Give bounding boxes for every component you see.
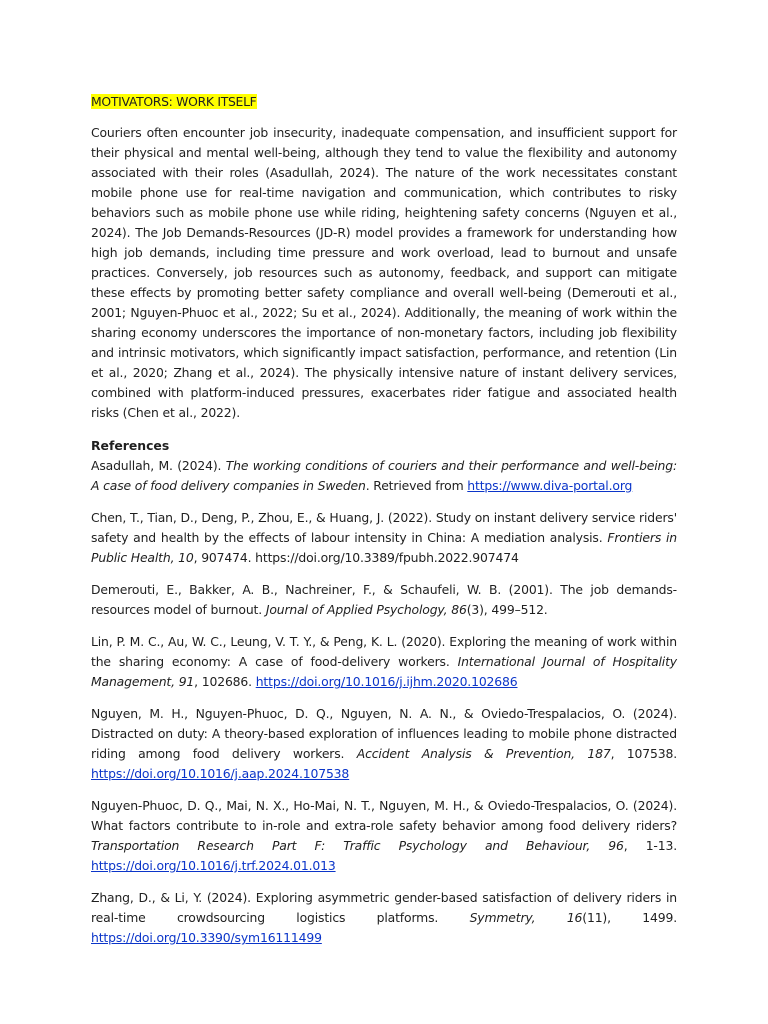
reference-journal: Transportation Research Part F: Traffic Psychology and Behaviour: [91, 838, 587, 853]
reference-volume: 16: [566, 910, 583, 925]
reference-volume: 10: [178, 550, 194, 565]
reference-item: [91, 632, 677, 692]
reference-volume: 187: [587, 746, 611, 761]
reference-text: Demerouti, E., Bakker, A. B., Nachreiner, F., & Schaufeli, W. B. (2001). The job demands-resources model of burnout.: [91, 582, 677, 617]
reference-link[interactable]: https://www.diva-portal.org: [467, 478, 633, 493]
reference-journal: Journal of Applied Psychology: [265, 602, 444, 617]
reference-separator: ,: [171, 674, 179, 689]
reference-separator: ,: [586, 838, 609, 853]
references-title: References: [91, 438, 170, 453]
reference-text: Chen, T., Tian, D., Deng, P., Zhou, E., & Huang, J. (2022). Study on instant delivery service riders' safety and health by the effects of labour intensity in China: A mediation analysis.: [91, 510, 677, 545]
reference-journal: International Journal of Hospitality Management: [91, 654, 677, 689]
reference-text: Zhang, D., & Li, Y. (2024). Exploring asymmetric gender-based satisfaction of delivery riders in real-time crowdsourcing logistics platforms.: [91, 890, 677, 925]
reference-journal: Symmetry: [469, 910, 532, 925]
body-paragraph: Couriers often encounter job insecurity, inadequate compensation, and insufficient support for their physical and mental well-being, although they tend to value the flexibility and autonomy associated with their roles (Asadullah, 2024). The nature of the work necessitates constant mobile phone use for real-time navigation and communication, which contributes to risky behaviors such as mobile phone use while riding, heightening safety concerns (Nguyen et al., 2024). The Job Demands-Resources (JD-R) model provides a framework for understanding how high job demands, including time pressure and work overload, lead to burnout and unsafe practices. Conversely, job resources such as autonomy, feedback, and support can mitigate these effects by promoting better safety compliance and overall well-being (Demerouti et al., 2001; Nguyen-Phuoc et al., 2022; Su et al., 2024). Additionally, the meaning of work within the sharing economy underscores the importance of non-monetary factors, including job flexibility and intrinsic motivators, which significantly impact satisfaction, performance, and retention (Lin et al., 2020; Zhang et al., 2024). The physically intensive nature of instant delivery services, combined with platform-induced pressures, exacerbates rider fatigue and associated health risks (Chen et al., 2022).: [91, 125, 677, 420]
reference-separator: ,: [443, 602, 452, 617]
reference-text: Nguyen, M. H., Nguyen-Phuoc, D. Q., Nguyen, N. A. N., & Oviedo-Trespalacios, O. (2024). Distracted on duty: A theory-based exploration of influences leading to mobile phone distracted riding among food delivery workers.: [91, 706, 677, 761]
reference-link[interactable]: https://doi.org/10.1016/j.ijhm.2020.102686: [255, 674, 518, 689]
reference-link[interactable]: https://doi.org/10.1016/j.trf.2024.01.013: [91, 858, 336, 873]
reference-volume: 96: [608, 838, 624, 853]
reference-volume: 91: [178, 674, 195, 689]
reference-text: , 907474. https://doi.org/10.3389/fpubh.2022.907474: [193, 550, 519, 565]
reference-text: , 107538.: [610, 746, 677, 761]
highlighted-heading-text: MOTIVATORS: WORK ITSELF: [91, 94, 257, 109]
reference-item: [91, 796, 677, 876]
reference-text: , 102686.: [194, 674, 256, 689]
reference-item: [91, 508, 677, 568]
reference-item: [91, 456, 677, 496]
document-page: [91, 92, 677, 960]
reference-text: . Retrieved from: [365, 478, 468, 493]
reference-item: [91, 704, 677, 784]
reference-text: (3), 499–512.: [466, 602, 548, 617]
reference-text: Asadullah, M. (2024).: [91, 458, 226, 473]
reference-title: The working conditions of couriers and their performance and well-being: A case of food delivery companies in Sweden: [91, 458, 677, 493]
reference-separator: ,: [531, 910, 567, 925]
reference-separator: ,: [170, 550, 179, 565]
reference-item: [91, 580, 677, 620]
reference-text: (11), 1499.: [582, 910, 677, 925]
reference-link[interactable]: https://doi.org/10.3390/sym16111499: [91, 930, 322, 945]
reference-journal: Accident Analysis & Prevention: [356, 746, 572, 761]
reference-text: , 1-13.: [623, 838, 678, 853]
reference-link[interactable]: https://doi.org/10.1016/j.aap.2024.107538: [91, 766, 350, 781]
section-heading: [91, 92, 677, 112]
reference-volume: 86: [451, 602, 467, 617]
reference-journal: Frontiers in Public Health: [91, 530, 677, 565]
reference-text: Lin, P. M. C., Au, W. C., Leung, V. T. Y., & Peng, K. L. (2020). Exploring the meaning of work within the sharing economy: A case of food-delivery workers.: [91, 634, 677, 669]
reference-item: [91, 888, 677, 948]
reference-text: Nguyen-Phuoc, D. Q., Mai, N. X., Ho-Mai, N. T., Nguyen, M. H., & Oviedo-Trespalacios, O. (2024). What factors contribute to in-role and extra-role safety behavior among food delivery riders?: [91, 798, 677, 833]
reference-separator: ,: [571, 746, 588, 761]
